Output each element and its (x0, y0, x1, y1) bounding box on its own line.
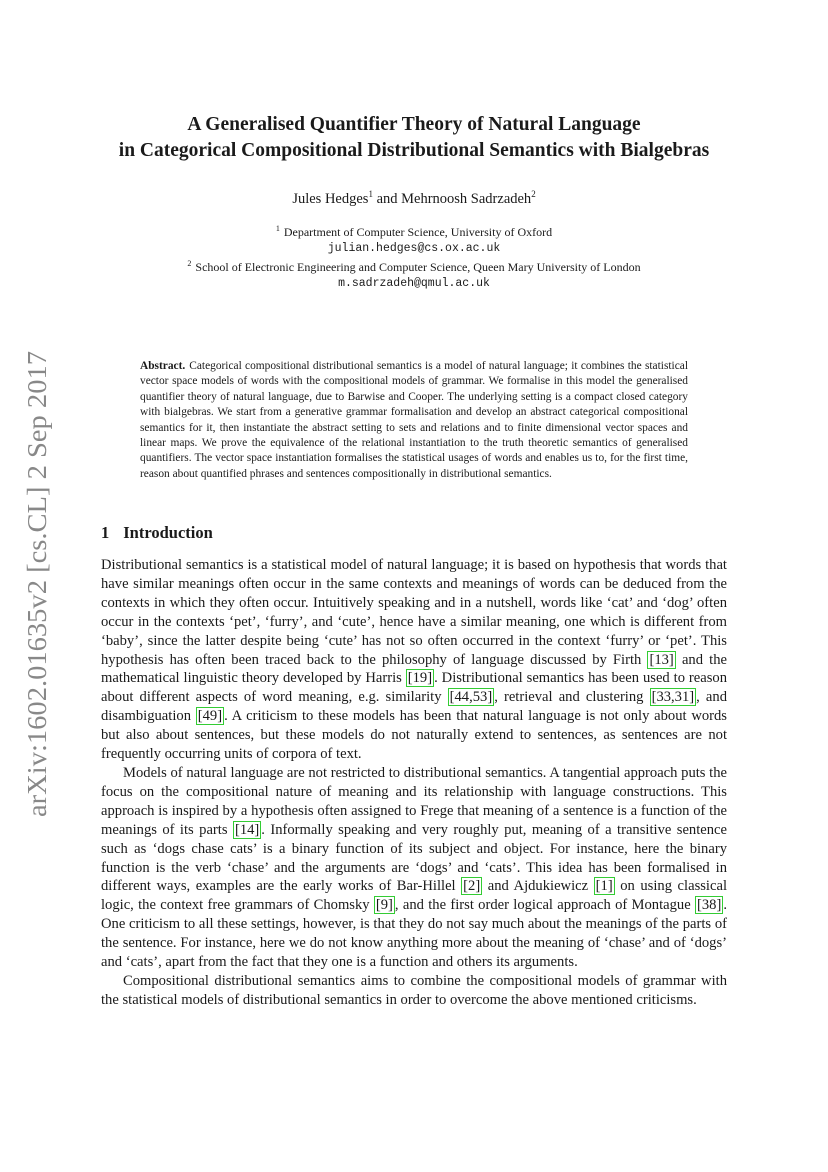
text-run: , retrieval and clustering (494, 689, 650, 706)
affiliation-2 (0, 256, 828, 276)
author-2-name: Mehrnoosh Sadrzadeh (401, 191, 532, 207)
paragraph-3: Compositional distributional semantics aims to combine the compositional models of grammar with the statistical models of distributional semantics in order to overcome the above mentioned criticisms. (101, 972, 727, 1008)
title-line-1: A Generalised Quantifier Theory of Natural Language (187, 114, 641, 135)
text-run: Distributional semantics is a statistical model of natural language; it is based on hypothesis that words that have similar meanings often occur in the same contexts and meanings of words can be deduced from the contexts in which they often occur. Intuitively speaking and in a nutshell, words like ‘cat’ and ‘dog’ often occur in the contexts ‘pet’, ‘furry’, and ‘cute’, hence have a similar meaning, one which is different from ‘baby’, since the latter despite being ‘cute’ has not so often occurred in the context ‘furry’ or ‘pet’. This hypothesis has often been traced back to the philosophy of language discussed by Firth (101, 557, 727, 668)
body-text (101, 556, 727, 1010)
text-run: . A criticism to these models has been that natural language is not only about words but also about sentences, but these models do not naturally extend to sentences, as sentences are not frequently occurring units of corpora of text. (101, 708, 727, 763)
citation-link[interactable]: [2] (463, 878, 481, 895)
affiliation-1-email: julian.hedges@cs.ox.ac.uk (327, 241, 501, 255)
affiliation-2-email: m.sadrzadeh@qmul.ac.uk (338, 276, 490, 290)
affiliation-1-sup: 1 (275, 224, 280, 233)
title-line-2: in Categorical Compositional Distributional Semantics with Bialgebras (118, 140, 710, 161)
citation-link[interactable]: [38] (697, 897, 722, 914)
paper-title (60, 112, 768, 164)
abstract-text: Categorical compositional distributional semantics is a model of natural language; it combines the statistical vector space models of words with the compositional models of grammar. We formalise in this model the generalised quantifier theory of natural language, due to Barwise and Cooper. The underlying setting is a compact closed category with bialgebras. We start from a generative grammar formalisation and develop an abstract categorical compositional semantics for it, then instantiate the abstract setting to sets and relations and to finite dimensional vector spaces and linear maps. We prove the equivalence of the relational instantiation to the truth theoretic semantics of generalised quantifiers. The vector space instantiation formalises the statistical usages of words and enables us to, for the first time, reason about quantified phrases and sentences compositionally in distributional semantics. (140, 360, 688, 480)
citation-link[interactable]: [44,53] (449, 689, 493, 706)
paragraph-2 (101, 764, 727, 972)
text-run: on using classical logic, the context free grammars of Chomsky (101, 878, 727, 914)
text-run: Models of natural language are not restricted to distributional semantics. A tangential approach puts the focus on the compositional nature of meaning and its relationship with language constructions. This approach is inspired by a hypothesis often assigned to Frege that meaning of a sentence is a function of the meanings of its parts (101, 764, 727, 838)
abstract (140, 359, 688, 482)
author-1-sup: 1 (368, 189, 373, 199)
text-run: and the mathematical linguistic theory developed by Harris (101, 651, 727, 687)
affiliation-2-sup: 2 (187, 259, 192, 268)
section-number: 1 (101, 523, 110, 542)
section-title: Introduction (123, 523, 213, 542)
abstract-label: Abstract. (140, 360, 186, 372)
author-2-sup: 2 (531, 189, 536, 199)
authors-and: and (372, 191, 402, 207)
paragraph-1 (101, 556, 727, 764)
section-heading (101, 523, 213, 543)
affiliation-2-name: School of Electronic Engineering and Computer Science, Queen Mary University of London (195, 260, 641, 274)
arxiv-stamp-text: arXiv:1602.01635v2 [cs.CL] 2 Sep 2017 (22, 376, 52, 817)
arxiv-stamp (18, 345, 56, 822)
text-run: , and the first order logical approach of Montague (394, 897, 696, 914)
author-1-name: Jules Hedges (292, 191, 369, 207)
text-run: and Ajdukiewicz (482, 878, 594, 895)
citation-link[interactable]: [13] (649, 651, 674, 668)
citation-link[interactable]: [19] (407, 670, 433, 687)
authors (0, 189, 828, 208)
text-run: . One criticism to all these settings, however, is that they do not say much about the meanings of the parts of the sentence. For instance, here we do not know anything more about the meaning of ‘chase’ and of ‘dogs’ and ‘cats’, apart from the fact that they one is a function and others its arguments. (101, 897, 727, 971)
citation-link[interactable]: [49] (197, 708, 223, 725)
affiliations (0, 221, 828, 291)
affiliation-1 (0, 221, 828, 241)
citation-link[interactable]: [14] (234, 821, 260, 838)
affiliation-1-name: Department of Computer Science, University of Oxford (283, 225, 553, 239)
citation-link[interactable]: [1] (595, 878, 613, 895)
citation-link[interactable]: [9] (375, 897, 393, 914)
text-run: . Distributional semantics has been used to reason about different aspects of word meaning, e.g. similarity (101, 670, 727, 706)
citation-link[interactable]: [33,31] (651, 689, 695, 706)
text-run: . Informally speaking and very roughly put, meaning of a transitive sentence such as ‘dogs chase cats’ is a binary function of its subject and object. For instance, here the binary function is the verb ‘chase’ and the arguments are ‘dogs’ and ‘cats’. This idea has been formalised in different ways, examples are the early works of Bar-Hillel (101, 821, 727, 895)
text-run: , and disambiguation (101, 689, 727, 725)
